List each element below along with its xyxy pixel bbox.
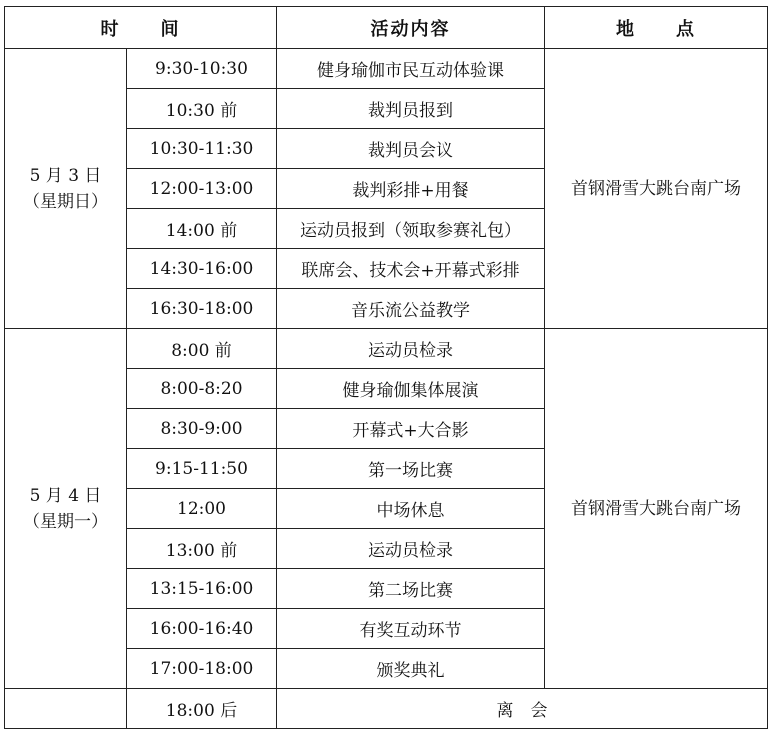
activity-cell: 运动员检录 bbox=[277, 329, 545, 369]
activity-cell: 裁判彩排+用餐 bbox=[277, 169, 545, 209]
closing-row bbox=[5, 689, 768, 729]
location-cell: 首钢滑雪大跳台南广场 bbox=[545, 329, 768, 689]
time-cell: 12:00 bbox=[127, 489, 277, 529]
time-cell: 16:30-18:00 bbox=[127, 289, 277, 329]
activity-cell: 运动员报到（领取参赛礼包） bbox=[277, 209, 545, 249]
activity-cell: 健身瑜伽集体展演 bbox=[277, 369, 545, 409]
activity-cell: 第二场比赛 bbox=[277, 569, 545, 609]
empty-date-cell bbox=[5, 689, 127, 729]
time-cell: 14:30-16:00 bbox=[127, 249, 277, 289]
time-cell: 8:00-8:20 bbox=[127, 369, 277, 409]
date-label: 5 月 3 日 bbox=[29, 165, 102, 186]
time-cell: 8:00 前 bbox=[127, 329, 277, 369]
weekday-label: （星期日） bbox=[23, 191, 108, 212]
activity-cell: 颁奖典礼 bbox=[277, 649, 545, 689]
activity-cell: 有奖互动环节 bbox=[277, 609, 545, 649]
time-cell: 17:00-18:00 bbox=[127, 649, 277, 689]
activity-cell: 健身瑜伽市民互动体验课 bbox=[277, 49, 545, 89]
activity-cell: 联席会、技术会+开幕式彩排 bbox=[277, 249, 545, 289]
date-cell bbox=[5, 329, 127, 689]
time-cell: 8:30-9:00 bbox=[127, 409, 277, 449]
header-row bbox=[5, 7, 768, 49]
time-cell: 9:30-10:30 bbox=[127, 49, 277, 89]
schedule-row bbox=[5, 49, 768, 89]
time-cell: 10:30 前 bbox=[127, 89, 277, 129]
date-cell bbox=[5, 49, 127, 329]
time-cell: 13:15-16:00 bbox=[127, 569, 277, 609]
weekday-label: （星期一） bbox=[23, 511, 108, 532]
activity-cell: 裁判员会议 bbox=[277, 129, 545, 169]
time-cell: 13:00 前 bbox=[127, 529, 277, 569]
header-time: 时 间 bbox=[5, 7, 277, 49]
time-cell: 12:00-13:00 bbox=[127, 169, 277, 209]
time-cell: 9:15-11:50 bbox=[127, 449, 277, 489]
header-location: 地 点 bbox=[545, 7, 768, 49]
activity-cell: 中场休息 bbox=[277, 489, 545, 529]
closing-activity-cell: 离 会 bbox=[277, 689, 768, 729]
header-activity: 活动内容 bbox=[277, 7, 545, 49]
activity-cell: 开幕式+大合影 bbox=[277, 409, 545, 449]
schedule-body bbox=[5, 7, 768, 729]
date-label: 5 月 4 日 bbox=[29, 485, 102, 506]
activity-cell: 音乐流公益教学 bbox=[277, 289, 545, 329]
time-cell: 18:00 后 bbox=[127, 689, 277, 729]
activity-cell: 裁判员报到 bbox=[277, 89, 545, 129]
schedule-table bbox=[4, 6, 768, 729]
time-cell: 10:30-11:30 bbox=[127, 129, 277, 169]
activity-cell: 运动员检录 bbox=[277, 529, 545, 569]
time-cell: 14:00 前 bbox=[127, 209, 277, 249]
activity-cell: 第一场比赛 bbox=[277, 449, 545, 489]
time-cell: 16:00-16:40 bbox=[127, 609, 277, 649]
schedule-row bbox=[5, 329, 768, 369]
location-cell: 首钢滑雪大跳台南广场 bbox=[545, 49, 768, 329]
